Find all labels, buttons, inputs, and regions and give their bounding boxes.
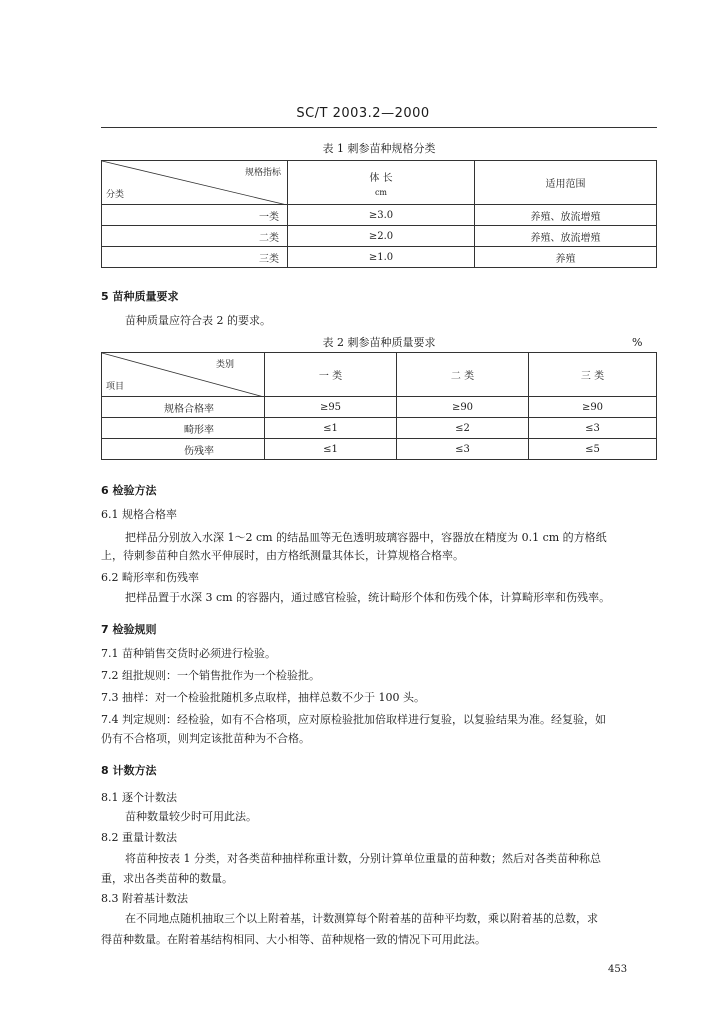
section7-4-line1: 7.4 判定规则：经检验，如有不合格项，应对原检验批加倍取样进行复验，以复验结果为准。经复验，如 [101,713,606,726]
table1-col-length-label: 体 长 [369,172,393,184]
section7-2: 7.2 组批规则：一个销售批作为一个检验批。 [101,669,320,682]
table1-usage: 养殖、放流增殖 [475,205,657,226]
table1-length: ≥2.0 [288,226,475,247]
section5-text: 苗种质量应符合表 2 的要求。 [125,314,271,327]
table2-value: ≤2 [397,418,529,439]
section8-3-title: 8.3 附着基计数法 [101,892,188,905]
table2-value: ≥90 [397,397,529,418]
table1-usage: 养殖 [475,247,657,268]
section7-heading: 7 检验规则 [101,623,157,636]
table2-item: 伤残率 [102,439,265,460]
table1 [101,160,657,268]
section6-2-text: 把样品置于水深 3 cm 的容器内，通过感官检验，统计畸形个体和伤残个体，计算畸形率和伤残率。 [125,591,611,604]
table1-col-usage: 适用范围 [475,161,657,205]
header-rule [101,127,657,128]
table2-col-3: 三 类 [529,353,657,397]
table2-col-2: 二 类 [397,353,529,397]
table2-col-1: 一 类 [265,353,397,397]
section6-1-title: 6.1 规格合格率 [101,508,177,521]
standard-code-header: SC/T 2003.2—2000 [296,106,430,121]
section5-heading: 5 苗种质量要求 [101,290,179,303]
table1-diag-top: 规格指标 [244,168,281,178]
table-row [102,418,657,439]
table2-diagonal-header [102,353,265,397]
section8-2-text-line2: 重，求出各类苗种的数量。 [101,872,233,885]
table2-item: 规格合格率 [102,397,265,418]
table2-item: 畸形率 [102,418,265,439]
table-row [102,205,657,226]
table2-value: ≤1 [265,418,397,439]
table1-col-unit: cm [374,187,388,197]
diagonal-line [102,353,264,397]
table2-value: ≤3 [397,439,529,460]
section7-4-line2: 仍有不合格项，则判定该批苗种为不合格。 [101,732,310,745]
table-row [102,226,657,247]
table2-value: ≥95 [265,397,397,418]
table1-category: 一类 [102,205,288,226]
table2 [101,352,657,460]
section7-1: 7.1 苗种销售交货时必须进行检验。 [101,647,276,660]
section8-2-text-line1: 将苗种按表 1 分类，对各类苗种抽样称重计数，分别计算单位重量的苗种数；然后对各类苗种称总 [125,852,601,865]
table2-caption: 表 2 刺参苗种质量要求 [322,336,436,349]
page-number: 453 [608,964,628,975]
table1-caption: 表 1 刺参苗种规格分类 [322,142,436,155]
section7-3: 7.3 抽样：对一个检验批随机多点取样，抽样总数不少于 100 头。 [101,691,425,704]
table2-value: ≤1 [265,439,397,460]
section8-1-text: 苗种数量较少时可用此法。 [125,810,257,823]
section6-heading: 6 检验方法 [101,484,157,497]
table2-unit: % [632,336,643,349]
table-row [102,247,657,268]
table2-diag-bottom: 项目 [106,382,125,392]
table1-col-length [288,161,475,205]
table1-category: 三类 [102,247,288,268]
table2-value: ≥90 [529,397,657,418]
table1-length: ≥1.0 [288,247,475,268]
table1-usage: 养殖、放流增殖 [475,226,657,247]
section8-2-title: 8.2 重量计数法 [101,831,177,844]
table1-diag-bottom: 分类 [106,190,125,200]
section8-3-text-line2: 得苗种数量。在附着基结构相同、大小相等、苗种规格一致的情况下可用此法。 [101,933,486,946]
section8-3-text-line1: 在不同地点随机抽取三个以上附着基，计数测算每个附着基的苗种平均数，乘以附着基的总数，求 [125,912,598,925]
section6-1-text-line1: 把样品分别放入水深 1～2 cm 的结晶皿等无色透明玻璃容器中，容器放在精度为 0.1 cm 的方格纸 [125,531,607,544]
table-row [102,439,657,460]
table2-value: ≤3 [529,418,657,439]
section8-1-title: 8.1 逐个计数法 [101,791,177,804]
table2-value: ≤5 [529,439,657,460]
section8-heading: 8 计数方法 [101,764,157,777]
table1-length: ≥3.0 [288,205,475,226]
section6-2-title: 6.2 畸形率和伤残率 [101,571,199,584]
table-row [102,397,657,418]
section6-1-text-line2: 上，待刺参苗种自然水平伸展时，由方格纸测量其体长，计算规格合格率。 [101,549,464,562]
table1-diagonal-header [102,161,288,205]
table1-category: 二类 [102,226,288,247]
table2-diag-top: 类别 [215,360,234,370]
